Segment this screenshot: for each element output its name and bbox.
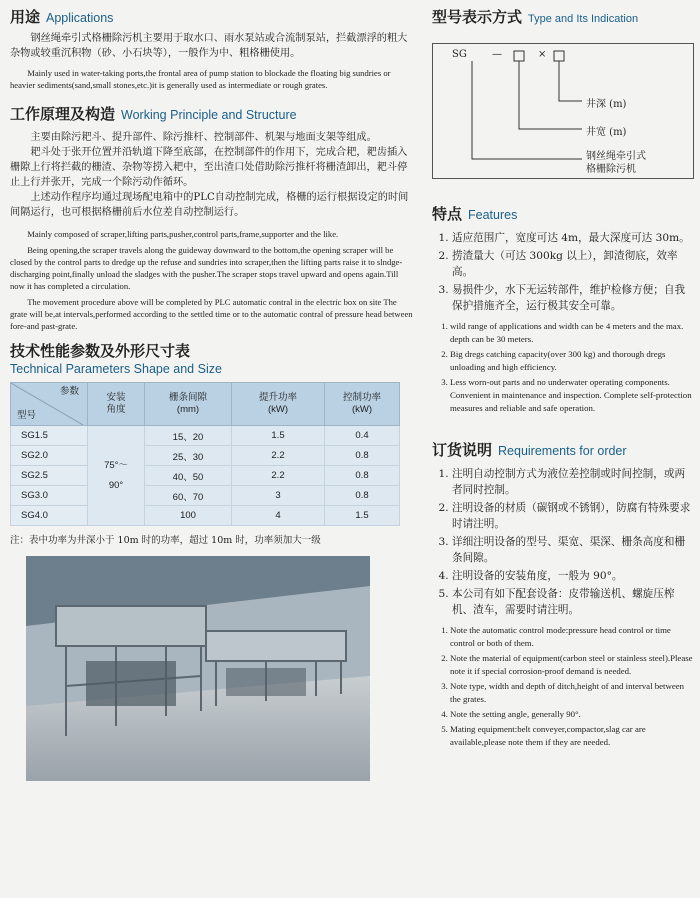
- list-item: 3. 易损件少，水下无运转部件，维护检修方便；自我保护措施齐全，运行极其安全可靠。: [452, 282, 694, 314]
- type-title-cn: 型号表示方式: [432, 8, 523, 26]
- type-title-en: Type and Its Indication: [528, 13, 639, 25]
- angle-cell: 75°～ 90°: [88, 426, 145, 526]
- applications-title-cn: 用途: [10, 8, 41, 26]
- product-photo: [26, 556, 370, 781]
- tech-title-en: Technical Parameters Shape and Size: [10, 362, 222, 376]
- list-item: 2. Big dregs catching capacity(over 300 kg) and thorough dregs unloading and high efficiency.: [450, 348, 694, 374]
- type-code: SG: [452, 49, 467, 60]
- list-item: 2. 注明设备的材质（碳钢或不锈钢），防腐有特殊要求时请注明。: [452, 500, 694, 532]
- order-title-cn: 订货说明: [432, 441, 493, 459]
- list-item: 1. wild range of applications and width can be 4 meters and the max. depth can be 30 meters.: [450, 320, 694, 346]
- header-param: 参数: [59, 386, 79, 397]
- principle-text-cn-3: 上述动作程序均通过现场配电箱中的PLC自动控制完成，格栅的运行根据设定的时间间隔运行，也可根据格栅前后水位差自动控制运行。: [10, 192, 409, 218]
- right-column: [432, 6, 694, 751]
- type-times: ×: [538, 49, 547, 60]
- principle-text-cn-1: 主要由除污耙斗、提升部件、除污推杆、控制部件、机架与地面支架等组成。: [30, 132, 377, 143]
- type-indication-diagram: [432, 31, 694, 179]
- list-item: 2. Note the material of equipment(carbon steel or stainless steel).Please note it if special corrosion-proof demand is needed.: [450, 652, 694, 678]
- order-list-cn: [432, 466, 694, 618]
- principle-title-en: Working Principle and Structure: [121, 108, 297, 122]
- type-label-name-2: 格栅除污机: [586, 164, 636, 175]
- principle-text-cn-2: 耙斗处于张开位置并沿轨道下降至底部，在控制部件的作用下，完成合耙，耙齿插入栅隙上行将拦截的栅渣、杂物等捞入耙中，至出渣口处借助除污推杆将栅渣卸出，耙斗停止上行并张开，完成一个除污动作循环。: [10, 147, 408, 188]
- features-title-en: Features: [468, 208, 518, 222]
- applications-text-cn: 钢丝绳牵引式格栅除污机主要用于取水口、雨水泵站或合流制泵站，拦截漂浮的粗大杂物或较重沉积物（砂、小石块等），一般作为中、粗格栅使用。: [10, 33, 408, 59]
- type-label-name-1: 钢丝绳牵引式: [586, 151, 646, 162]
- type-label-depth: 井深 (m): [586, 99, 627, 110]
- order-list-en: [432, 624, 694, 749]
- type-label-width: 井宽 (m): [586, 127, 627, 138]
- header-lift: 提升功率 (kW): [232, 383, 325, 426]
- list-item: 5. 本公司有如下配套设备：皮带输送机、螺旋压榨机、渣车，需要时请注明。: [452, 586, 694, 618]
- left-column: [10, 6, 415, 781]
- applications-text-en: Mainly used in water-taking ports,the frontal area of pump station to blockade the floating big sundries or heavier sediments(sand,small stones,etc.)it is generally used as intermediate or rough grates.: [10, 68, 391, 90]
- list-item: 1. 注明自动控制方式为液位差控制或时间控制，或两者同时控制。: [452, 466, 694, 498]
- grate-machine-photo-illustration: [26, 556, 370, 781]
- features-list-cn: [432, 230, 694, 314]
- list-item: 4. Note the setting angle, generally 90°.: [450, 708, 694, 721]
- list-item: 3. Less worn-out parts and no underwater operating components. Convenient in maintenance and inspection. Complete self-protection measures and reliable and safe operation.: [450, 376, 694, 415]
- principle-text-en-1: Mainly composed of scraper,lifting parts,pusher,control parts,frame,supporter and the like.: [27, 229, 339, 239]
- list-item: 5. Mating equipment:belt conveyer,compactor,slag car are available,please note them if they are needed.: [450, 723, 694, 749]
- tech-heading: [10, 340, 415, 376]
- list-item: 4. 注明设备的安装角度，一般为 90°。: [452, 568, 694, 584]
- header-control: 控制功率 (kW): [325, 383, 400, 426]
- features-heading: [432, 203, 694, 224]
- table-row: SG1.5 75°～ 90° 15、20 1.5 0.4: [11, 426, 400, 446]
- list-item: 1. 适应范围广，宽度可达 4m，最大深度可达 30m。: [452, 230, 694, 246]
- header-param-model: [11, 383, 88, 426]
- type-diagram-lines: [432, 43, 694, 179]
- order-heading: [432, 439, 694, 460]
- applications-heading: [10, 6, 415, 27]
- features-title-cn: 特点: [432, 205, 463, 223]
- tech-title-cn: 技术性能参数及外形尺寸表: [10, 342, 191, 360]
- principle-heading: [10, 103, 415, 124]
- type-heading: [432, 6, 694, 27]
- table-note: 注：表中功率为井深小于 10m 时的功率，超过 10m 时，功率须加大一级: [10, 535, 321, 546]
- list-item: 1. Note the automatic control mode:pressure head control or time control or both of them.: [450, 624, 694, 650]
- type-dash: —: [492, 49, 502, 60]
- header-angle: 安装 角度: [88, 383, 145, 426]
- header-model: 型号: [17, 410, 37, 421]
- principle-text-en-2: Being opening,the scraper travels along the guideway downward to the bottom,the opening scraper will be closed by the control parts to dredge up the refuse and sundries into scraper,then the lifting parts raise it to slndge-discharging point,finally unload the sladges with the pusher.The scraper stops travel upward and opens again.Till now it has completed a circulation.: [10, 245, 403, 291]
- table-row: SG4.0 100 4 1.5: [11, 506, 400, 526]
- list-item: 2. 捞渣量大（可达 300kg 以上），卸渣彻底，效率高。: [452, 248, 694, 280]
- principle-text-en-3: The movement procedure above will be completed by PLC automatic contral in the electric box on site The grate will be,at intervals,performed according to the settled time or to the automatic contral of pressure head between fore-and past-grate.: [10, 297, 413, 331]
- list-item: 3. 详细注明设备的型号、渠宽、渠深、栅条高度和栅条间隙。: [452, 534, 694, 566]
- table-row: SG2.0 25、30 2.2 0.8: [11, 446, 400, 466]
- features-list-en: [432, 320, 694, 415]
- table-row: SG2.5 40、50 2.2 0.8: [11, 466, 400, 486]
- table-row: SG3.0 60、70 3 0.8: [11, 486, 400, 506]
- principle-title-cn: 工作原理及构造: [10, 105, 116, 123]
- header-gap: 栅条间隙 (mm): [145, 383, 232, 426]
- applications-title-en: Applications: [46, 11, 114, 25]
- list-item: 3. Note type, width and depth of ditch,height of and interval between the grates.: [450, 680, 694, 706]
- spec-table: [10, 382, 400, 526]
- order-title-en: Requirements for order: [498, 444, 627, 458]
